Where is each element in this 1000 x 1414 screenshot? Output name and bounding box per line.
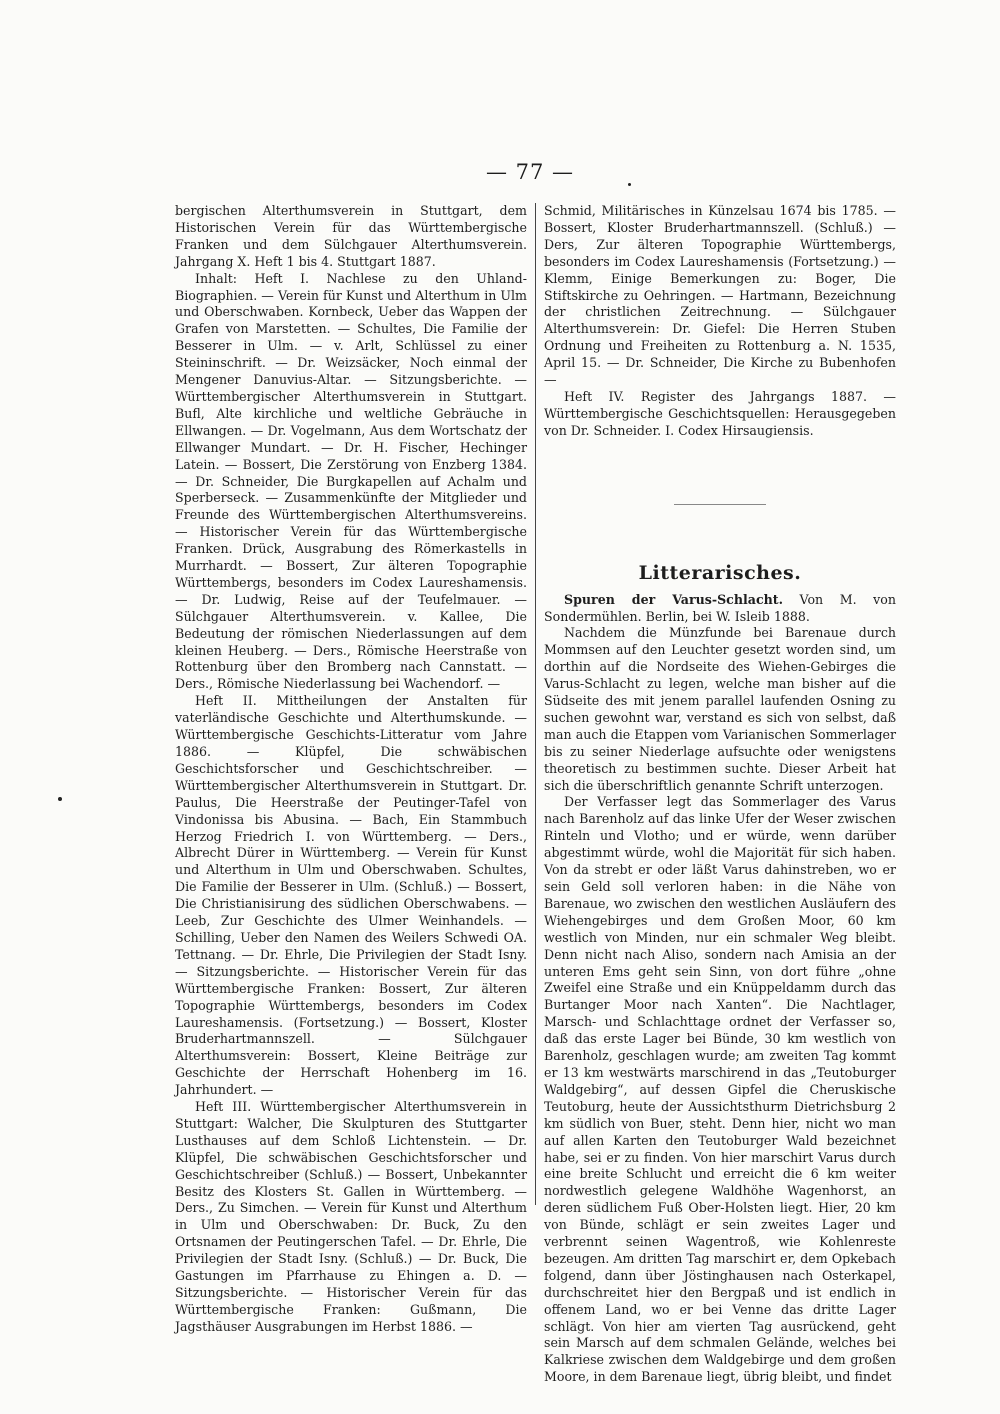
right-column [544,203,896,1386]
right-paragraph-2: Heft IV. Register des Jahrgangs 1887. — Württembergische Geschichtsquellen: Herausgegeben von Dr. Schneider. I. Codex Hirsaugiensis. [544,388,896,438]
left-paragraph-3: Heft II. Mittheilungen der Anstalten für vaterländische Geschichte und Alterthumskunde. — Württembergische Geschichts-Litteratur vom Jahre 1886. — Klüpfel, Die schwäbischen Geschichtsforscher und Geschichtschreiber. — Württembergischer Alterthumsverein in Stuttgart. Dr. Paulus, Die Heerstraße der Peutinger-Tafel von Vindonissa bis Abusina. — Bach, Ein Stammbuch Herzog Friedrich I. von Württemberg. — Ders., Albrecht Dürer in Württemberg. — Verein für Kunst und Alterthum in Ulm und Oberschwaben. Schultes, Die Familie der Besserer in Ulm. (Schluß.) — Bossert, Die Christianisirung des südlichen Oberschwabens. — Leeb, Zur Geschichte des Ulmer Weinhandels. — Schilling, Ueber den Namen des Weilers Schwedi OA. Tettnang. — Dr. Ehrle, Die Privilegien der Stadt Isny. — Sitzungsberichte. — Historischer Verein für das Württembergische Franken: Bossert, Zur älteren Topographie Württembergs, besonders im Codex Laureshamensis. (Fortsetzung.) — Bossert, Kloster Bruderhartmannszell. — Sülchgauer Alterthumsverein: Bossert, Kleine Beiträge zur Geschichte der Herrschaft Hohenberg im 16. Jahrhundert. — [175,693,527,1098]
right-paragraph-1: Schmid, Militärisches in Künzelsau 1674 bis 1785. — Bossert, Kloster Bruderhartmannszell. (Schluß.) — Ders, Zur älteren Topographie Württembergs, besonders im Codex Laureshamensis (Fortsetzung.) — Klemm, Einige Bemerkungen zu: Boger, Die Stiftskirche zu Oehringen. — Hartmann, Bezeichnung der christlichen Zeitrechnung. — Sülchgauer Alterthumsverein: Dr. Giefel: Die Herren Stuben Ordnung und Freiheiten zu Rottenburg a. N. 1535, April 15. — Dr. Schneider, Die Kirche zu Bubenhofen — [544,203,896,388]
print-speck [628,183,631,186]
left-column [175,203,527,1336]
review-title: Spuren der Varus-Schlacht. [564,591,783,607]
left-paragraph-2: Inhalt: Heft I. Nachlese zu den Uhland-Biographien. — Verein für Kunst und Alterthum in Ulm und Oberschwaben. Kornbeck, Ueber das Wappen der Grafen von Marstetten. — Schultes, Die Familie der Besserer in Ulm. — v. Arlt, Schlüssel zu einer Steininschrift. — Dr. Weizsäcker, Noch einmal der Mengener Danuvius-Altar. — Sitzungsberichte. — Württembergischer Alterthumsverein in Stuttgart. Bufl, Alte kirchliche und weltliche Gebräuche in Ellwangen. — Dr. Vogelmann, Aus dem Wortschatz der Ellwanger Mundart. — Dr. H. Fischer, Hechinger Latein. — Bossert, Die Zerstörung von Enzberg 1384. — Dr. Schneider, Die Burgkapellen auf Achalm und Sperberseck. — Zusammenkünfte der Mitglieder und Freunde des Württembergischen Alterthumsvereins. — Historischer Verein für das Württembergische Franken. Drück, Ausgrabung des Römerkastells in Murrhardt. — Bossert, Zur älteren Topographie Württembergs, besonders im Codex Laureshamensis. — Dr. Ludwig, Reise auf der Teufelmauer. — Sülchgauer Alterthumsverein. v. Kallee, Die Bedeutung der römischen Niederlassungen auf dem kleinen Heuberg. — Ders., Römische Heerstraße von Rottenburg über den Bromberg nach Cannstatt. — Ders., Römische Niederlassung bei Wachendorf. — [175,270,527,692]
review-byline: Von M. von Sondermühlen. Berlin, bei W. Isleib 1888. [544,591,896,624]
left-paragraph-1: bergischen Alterthumsverein in Stuttgart, dem Historischen Verein für das Württembergische Franken und dem Sülchgauer Alterthumsverein. Jahrgang X. Heft 1 bis 4. Stuttgart 1887. [175,203,527,269]
review-paragraph-1: Nachdem die Münzfunde bei Barenaue durch Mommsen auf den Leuchter gesetzt worden sind, um dorthin auf die Nordseite des Wiehen-Gebirges die Varus-Schlacht zu legen, welche man bisher auf die Südseite des mit jenem parallel laufenden Osning zu suchen gewohnt war, verstand es sich von selbst, daß man auch die Etappen vom Varianischen Sommerlager bis zu seiner Niederlage aufsuchte oder wenigstens theoretisch zu bestimmen suchte. Dieser Arbeit hat sich die überschriftlich genannte Schrift unterzogen. [544,625,896,793]
page-number: — 77 — [485,160,575,184]
section-heading: Litterarisches. [638,561,802,584]
review-paragraph-2: Der Verfasser legt das Sommerlager des Varus nach Barenholz auf das linke Ufer der Weser zwischen Rinteln und Vlotho; und er würde, wenn darüber abgestimmt würde, wohl die Majorität für sich haben. Von da strebt er oder läßt Varus dahinstreben, wo er sein Geld soll verloren haben: in die Nähe von Barenaue, wo zwischen den westlichen Ausläufern des Wiehengebirges und dem Großen Moor, 60 km westlich von Minden, nur ein schmaler Weg bleibt. Denn nicht nach Aliso, sondern nach Amisia an der unteren Ems geht sein Sinn, von dort führe „ohne Zweifel eine Straße und ein Knüppeldamm durch das Burtanger Moor nach Xanten“. Die Nachtlager, Marsch- und Schlachttage ordnet der Verfasser so, daß das erste Lager bei Bünde, 30 km westlich von Barenholz, geschlagen wurde; am zweiten Tag kommt er 13 km westwärts marschirend in das „Teutoburger Waldgebirg“, auf dessen Gipfel die Cheruskische Teutoburg, heute der Aussichtsthurm Dietrichsburg 2 km südlich von Buer, steht. Denn hier, nicht wo man auf allen Karten den Teutoburger Wald bezeichnet habe, sei er zu finden. Von hier marschirt Varus durch eine breite Schlucht und erreicht die 6 km weiter nordwestlich gelegene Waldhöhe Wagenhorst, an deren südlichem Fuß Ober-Holsten liegt. Hier, 20 km von Bünde, schlägt er sein zweites Lager und verbrennt seinen Wagentroß, wie Kohlenreste bezeugen. Am dritten Tag marschirt er, dem Opkebach folgend, dann über Jöstinghausen nach Osterkapel, durchschreitet hier den Bergpaß und ist endlich in offenem Land, wo er bei Venne das dritte Lager schlägt. Von hier am vierten Tag ausrückend, geht sein Marsch auf dem schmalen Gelände, welches bei Kalkriese zwischen dem Waldgebirge und dem großen Moore, in dem Barenaue liegt, übrig bleibt, und findet [544,794,896,1385]
left-paragraph-4: Heft III. Württembergischer Alterthumsverein in Stuttgart: Walcher, Die Skulpturen des Stuttgarter Lusthauses auf dem Schloß Lichtenstein. — Dr. Klüpfel, Die schwäbischen Geschichtsforscher und Geschichtschreiber (Schluß.) — Bossert, Unbekannter Besitz des Klosters St. Gallen in Württemberg. — Ders., Zu Simchen. — Verein für Kunst und Alterthum in Ulm und Oberschwaben: Dr. Buck, Zu den Ortsnamen der Peutingerschen Tafel. — Dr. Ehrle, Die Privilegien der Stadt Isny. (Schluß.) — Dr. Buck, Die Gastungen im Pfarrhause zu Ehingen a. D. — Sitzungsberichte. — Historischer Verein für das Württembergische Franken: Gußmann, Die Jagsthäuser Ausgrabungen im Herbst 1886. — [175,1099,527,1334]
section-rule [674,504,766,505]
review-header [544,592,896,626]
print-speck [58,797,62,801]
column-divider [535,203,536,1205]
